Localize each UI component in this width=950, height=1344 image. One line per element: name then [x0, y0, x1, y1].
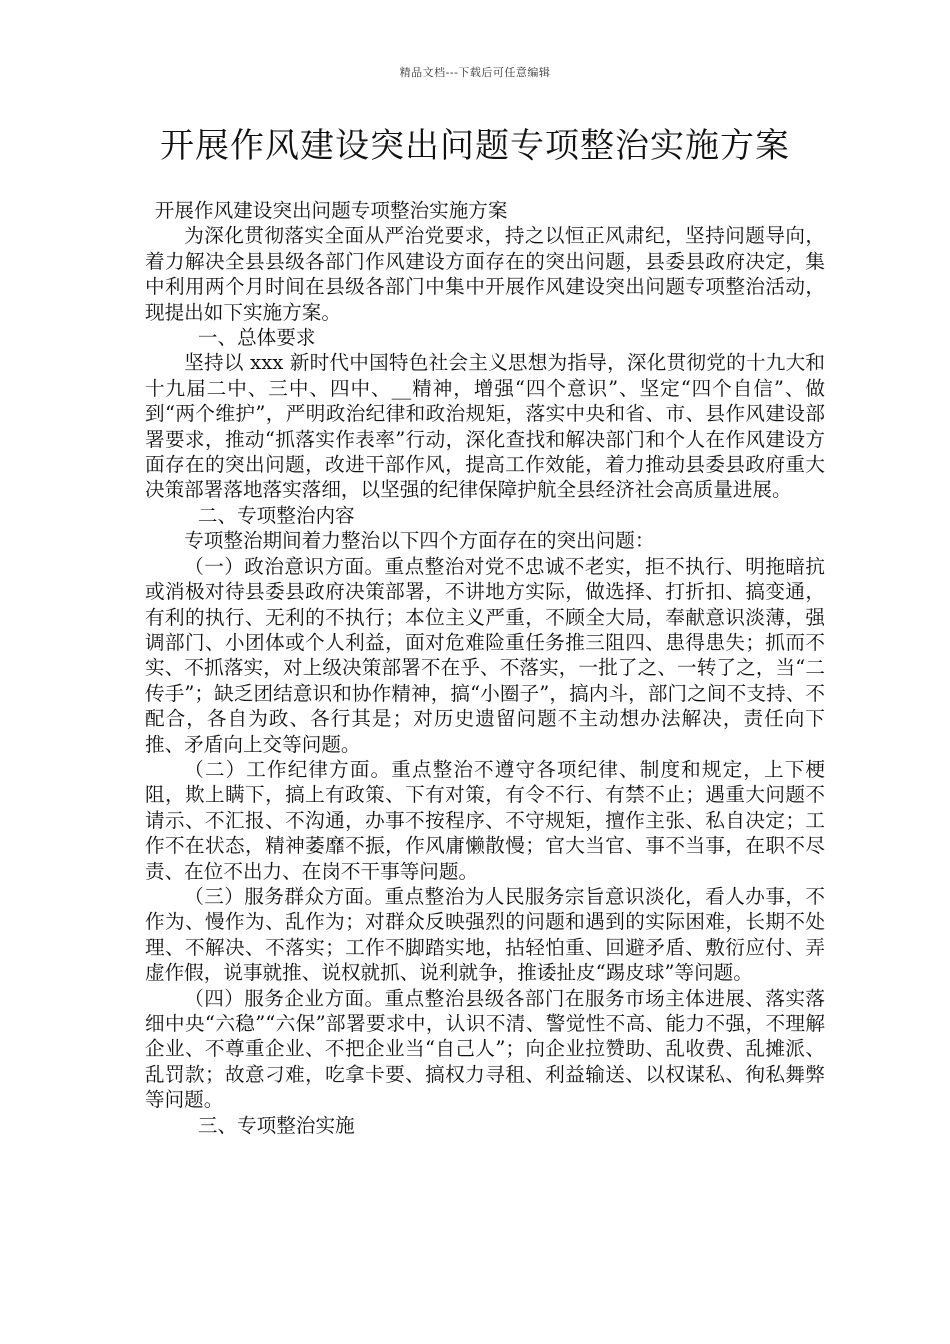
item-serving-enterprises: （四）服务企业方面。重点整治县级各部门在服务市场主体进展、落实落细中央“六稳”“六保”部署要求中，认识不清、警觉性不高、能力不强，不理解企业、不尊重企业、不把企业当“自己人”；向企业拉赞助、乱收费、乱摊派、乱罚款；故意刁难，吃拿卡要、搞权力寻租、利益输送、以权谋私、徇私舞弊等问题。: [145, 986, 825, 1112]
general-requirements-paragraph: 坚持以 xxx 新时代中国特色社会主义思想为指导，深化贯彻党的十九大和十九届二中、三中、四中、__精神，增强“四个意识”、坚定“四个自信”、做到“两个维护”，严明政治纪律和政治规矩，落实中央和省、市、县作风建设部署要求，推动“抓落实作表率”行动，深化查找和解决部门和个人在作风建设方面存在的突出问题，改进干部作风，提高工作效能，着力推动县委县政府重大决策部署落地落实落细，以坚强的纪律保障护航全县经济社会高质量进展。: [145, 351, 825, 502]
item-serving-public: （三）服务群众方面。重点整治为人民服务宗旨意识淡化，看人办事，不作为、慢作为、乱作为；对群众反映强烈的问题和遇到的实际困难，长期不处理、不解决、不落实；工作不脚踏实地，拈轻怕重、回避矛盾、敷衍应付、弄虚作假，说事就推、说权就抓、说利就争，推诿扯皮“踢皮球”等问题。: [145, 884, 825, 985]
item-work-discipline: （二）工作纪律方面。重点整治不遵守各项纪律、制度和规定，上下梗阻，欺上瞒下，搞上有政策、下有对策，有令不行、有禁不止；遇重大问题不请示、不汇报、不沟通，办事不按程序、不守规矩，擅作主张、私自决定；工作不在状态，精神萎靡不振，作风庸懒散慢；官大当官、事不当事，在职不尽责、在位不出力、在岗不干事等问题。: [145, 757, 825, 883]
header-note: 精品文档---下载后可任意编辑: [399, 66, 551, 79]
section-heading-general: 一、总体要求: [197, 326, 316, 350]
intro-paragraph: 为深化贯彻落实全面从严治党要求，持之以恒正风肃纪，坚持问题导向，着力解决全县县级各部门作风建设方面存在的突出问题，县委县政府决定，集中利用两个月时间在县级各部门中集中开展作风建设突出问题专项整治活动，现提出如下实施方案。: [145, 224, 825, 324]
content-intro-paragraph: 专项整治期间着力整治以下四个方面存在的突出问题：: [184, 529, 655, 553]
section-heading-implementation: 三、专项整治实施: [197, 1113, 355, 1137]
document-title: 开展作风建设突出问题专项整治实施方案: [160, 126, 790, 166]
item-political-awareness: （一）政治意识方面。重点整治对党不忠诚不老实，拒不执行、明拖暗抗或消极对待县委县政府决策部署，不讲地方实际，做选择、打折扣、搞变通，有利的执行、无利的不执行；本位主义严重，不顾全大局，奉献意识淡薄，强调部门、小团体或个人利益，面对危难险重任务推三阻四、患得患失；抓而不实、不抓落实，对上级决策部署不在乎、不落实，一批了之、一转了之，当“二传手”；缺乏团结意识和协作精神，搞“小圈子”，搞内斗，部门之间不支持、不配合，各自为政、各行其是；对历史遗留问题不主动想办法解决，责任向下推、矛盾向上交等问题。: [145, 554, 825, 756]
document-body: [145, 198, 825, 1138]
subtitle-paragraph: 开展作风建设突出问题专项整治实施方案: [154, 199, 508, 222]
section-heading-content: 二、专项整治内容: [197, 503, 355, 527]
